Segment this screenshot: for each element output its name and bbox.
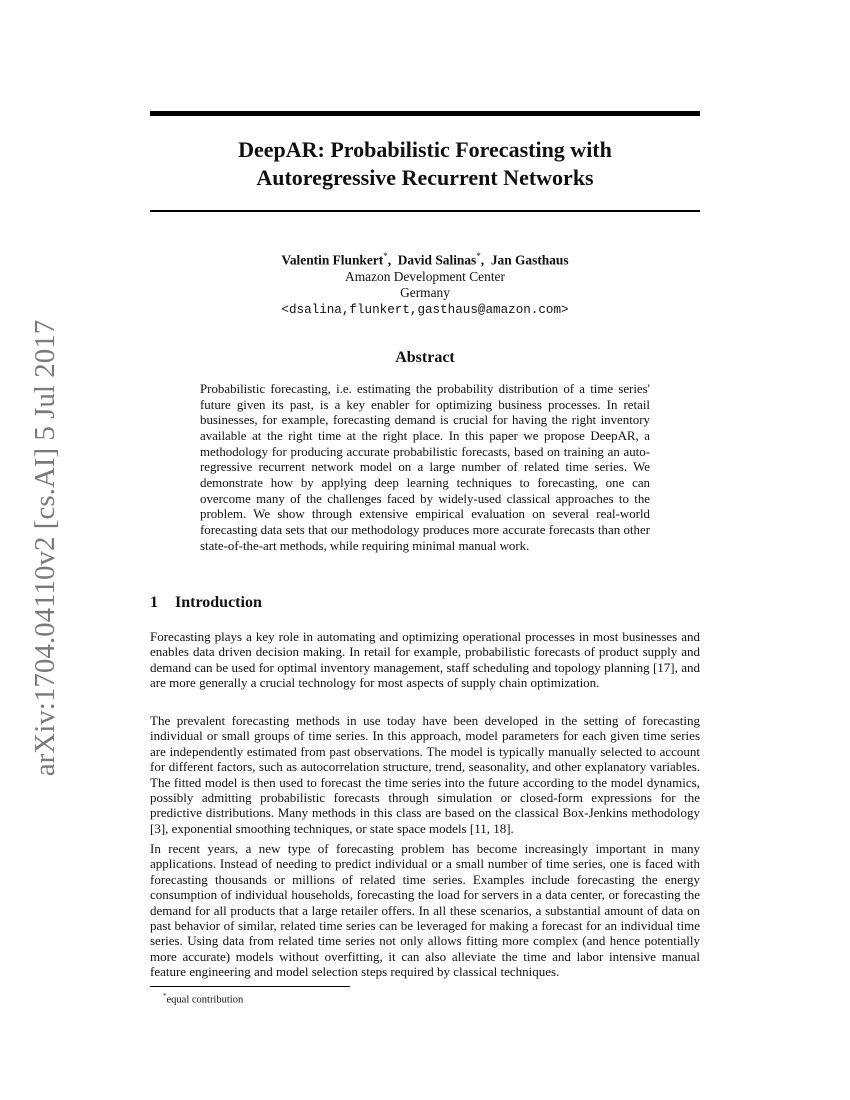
author-names: Valentin Flunkert*, David Salinas*, Jan Gasthaus [281,251,569,268]
intro-paragraph-3: In recent years, a new type of forecasting problem has become increasingly important in many applications. Instead of needing to predict individual or a small number of time series, one is faced with forecasting thousands or millions of related time series. Examples include forecasting the energy consumption of individual households, forecasting the load for servers in a data center, or forecasting the demand for all products that a large retailer offers. In all these scenarios, a substantial amount of data on past behavior of similar, related time series can be leveraged for making a forecast for an individual time series. Using data from related time series not only allows fitting more complex (and hence potentially more accurate) models without overfitting, it can also alleviate the time and labor intensive manual feature engineering and model selection steps required by classical techniques. [150,841,700,980]
title-bottom-rule [150,210,700,212]
title-line-1: DeepAR: Probabilistic Forecasting with [238,137,612,162]
footnote-text: equal contribution [166,994,244,1006]
intro-paragraph-2: The prevalent forecasting methods in use today have been developed in the setting of forecasting individual or small groups of time series. In this approach, model parameters for each given time series are independently estimated from past observations. The model is typically manually selected to account for different factors, such as autocorrelation structure, trend, seasonality, and other explanatory variables. The fitted model is then used to forecast the time series into the future according to the model dynamics, possibly admitting probabilistic forecasts through simulation or closed-form expressions for the predictive distributions. Many methods in this class are based on the classical Box-Jenkins methodology [3], exponential smoothing techniques, or state space models [11, 18]. [150,713,700,836]
affiliation: Amazon Development Center [345,268,505,284]
author-name: Valentin Flunkert [281,252,384,268]
section-title: Introduction [175,594,262,611]
arxiv-identifier: arXiv:1704.04110v2 [cs.AI] 5 Jul 2017 [29,319,61,777]
abstract-heading: Abstract [395,349,455,366]
equal-contribution-mark: * [383,251,388,261]
title-line-2: Autoregressive Recurrent Networks [256,165,594,190]
author-block [150,248,700,318]
abstract-text: Probabilistic forecasting, i.e. estimating the probability distribution of a time series' future given its past, is a key enabler for optimizing business processes. In retail businesses, for example, forecasting demand is crucial for having the right inventory available at the right time at the right place. In this paper we propose DeepAR, a methodology for producing accurate probabilistic forecasts, based on training an auto-regressive recurrent network model on a large number of related time series. We demonstrate how by applying deep learning techniques to forecasting, one can overcome many of the challenges faced by widely-used classical approaches to the problem. We show through extensive empirical evaluation on several real-world forecasting data sets that our methodology produces more accurate forecasts than other state-of-the-art methods, while requiring minimal manual work. [200,382,650,553]
title-top-rule [150,111,700,116]
author-name: David Salinas [397,252,477,268]
section-number: 1 [150,594,158,611]
paper-title [150,136,700,192]
intro-paragraph-1: Forecasting plays a key role in automating and optimizing operational processes in most businesses and enables data driven decision making. In retail for example, probabilistic forecasts of product supply and demand can be used for optimal inventory management, staff scheduling and topology planning [17], and are more generally a crucial technology for most aspects of supply chain optimization. [150,629,700,691]
author-email: <dsalina,flunkert,gasthaus@amazon.com> [281,302,569,317]
section-heading-introduction [150,594,700,612]
footnote [163,990,243,1007]
equal-contribution-mark: * [476,251,481,261]
footnote-rule [150,986,350,987]
affiliation-country: Germany [400,285,450,301]
footnote-mark: * [163,992,167,1000]
author-name: Jan Gasthaus [490,252,569,268]
